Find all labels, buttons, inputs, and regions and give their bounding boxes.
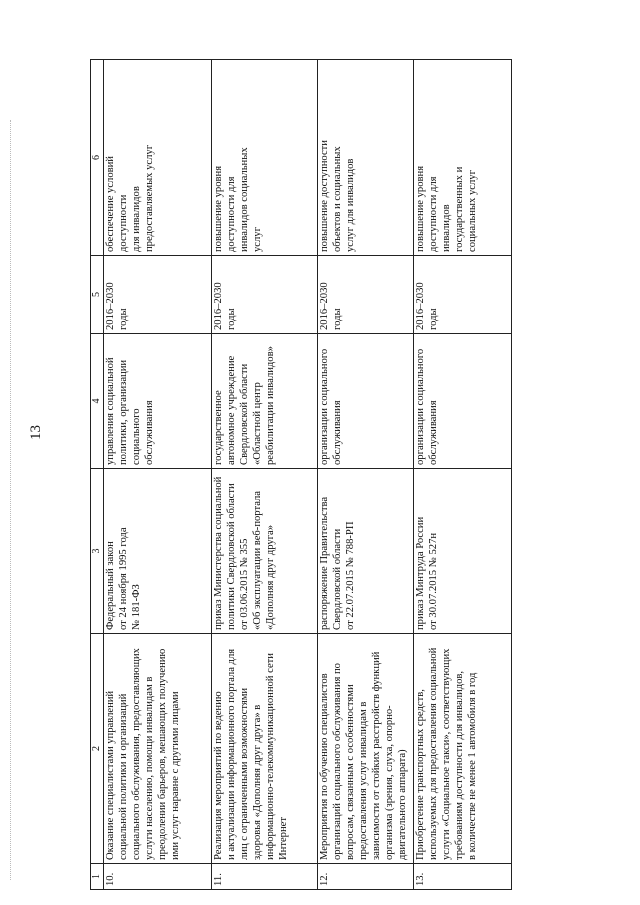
basis-cell: распоряжение Правительства Свердловской области от 22.07.2015 № 788-РП [318, 469, 414, 634]
executor-cell: организации социального обслуживания [318, 334, 414, 469]
col-header-3: 3 [91, 469, 104, 634]
executor-cell: управления социальной политики, организации социального обслуживания [104, 334, 212, 469]
table-row [414, 60, 512, 890]
page-number [28, 425, 45, 440]
measure-cell: Мероприятия по обучению специалистов организаций социального обслуживания по вопросам, связанным с особенностями предоставления услуг инвалидам в зависимости от стойких расстройств функций организма (зрения, слуха, опорно- двигательного аппарата) [318, 634, 414, 864]
basis-cell: приказ Министерства социальной политики Свердловской области от 03.06.2015 № 355 «Об эксплуатации веб-портала «Дополняя друг друга» [212, 469, 318, 634]
col-header-4: 4 [91, 334, 104, 469]
result-cell: повышение доступности объектов и социальных услуг для инвалидов [318, 60, 414, 256]
col-header-2: 2 [91, 634, 104, 864]
table-header-row [91, 60, 104, 890]
term-cell: 2016–2030 годы [104, 256, 212, 334]
measure-cell: Реализация мероприятий по ведению и актуализации информационного портала для лиц с ограниченными возможностями здоровья «Дополняя друг друга» в информационно-телекоммуникационной сети Интернет [212, 634, 318, 864]
measures-table [90, 59, 512, 890]
row-number: 10. [104, 864, 212, 890]
row-number: 12. [318, 864, 414, 890]
result-cell: обеспечение условий доступности для инвалидов предоставляемых услуг [104, 60, 212, 256]
col-header-6: 6 [91, 60, 104, 256]
term-cell: 2016–2030 годы [414, 256, 512, 334]
row-number: 13. [414, 864, 512, 890]
executor-cell: организации социального обслуживания [414, 334, 512, 469]
page-number-text: 13 [28, 425, 44, 440]
measure-cell: Оказание специалистами управлений социальной политики и организаций социального обслуживания, предоставляющих услуги населению, помощи инвалидам в преодолении барьеров, мешающих получению ими услуг наравне с другими лицами [104, 634, 212, 864]
result-cell: повышение уровня доступности для инвалидов государственных и социальных услуг [414, 60, 512, 256]
executor-cell: государственное автономное учреждение Свердловской области «Областной центр реабилитации инвалидов» [212, 334, 318, 469]
measure-cell: Приобретение транспортных средств, используемых для предоставления социальной услуги «Социальное такси», соответствующих требованиям доступности для инвалидов, в количестве не менее 1 автомобиля в год [414, 634, 512, 864]
col-header-1: 1 [91, 864, 104, 890]
row-number: 11. [212, 864, 318, 890]
table-row [104, 60, 212, 890]
term-cell: 2016–2030 годы [318, 256, 414, 334]
rotated-table-container [90, 60, 620, 890]
basis-cell: приказ Минтруда России от 30.07.2015 № 527н [414, 469, 512, 634]
margin-dotted-line [10, 120, 12, 880]
table-row [318, 60, 414, 890]
term-cell: 2016–2030 годы [212, 256, 318, 334]
col-header-5: 5 [91, 256, 104, 334]
result-cell: повышение уровня доступности для инвалидов социальных услуг [212, 60, 318, 256]
table-row [212, 60, 318, 890]
basis-cell: Федеральный закон от 24 ноября 1995 года № 181-ФЗ [104, 469, 212, 634]
